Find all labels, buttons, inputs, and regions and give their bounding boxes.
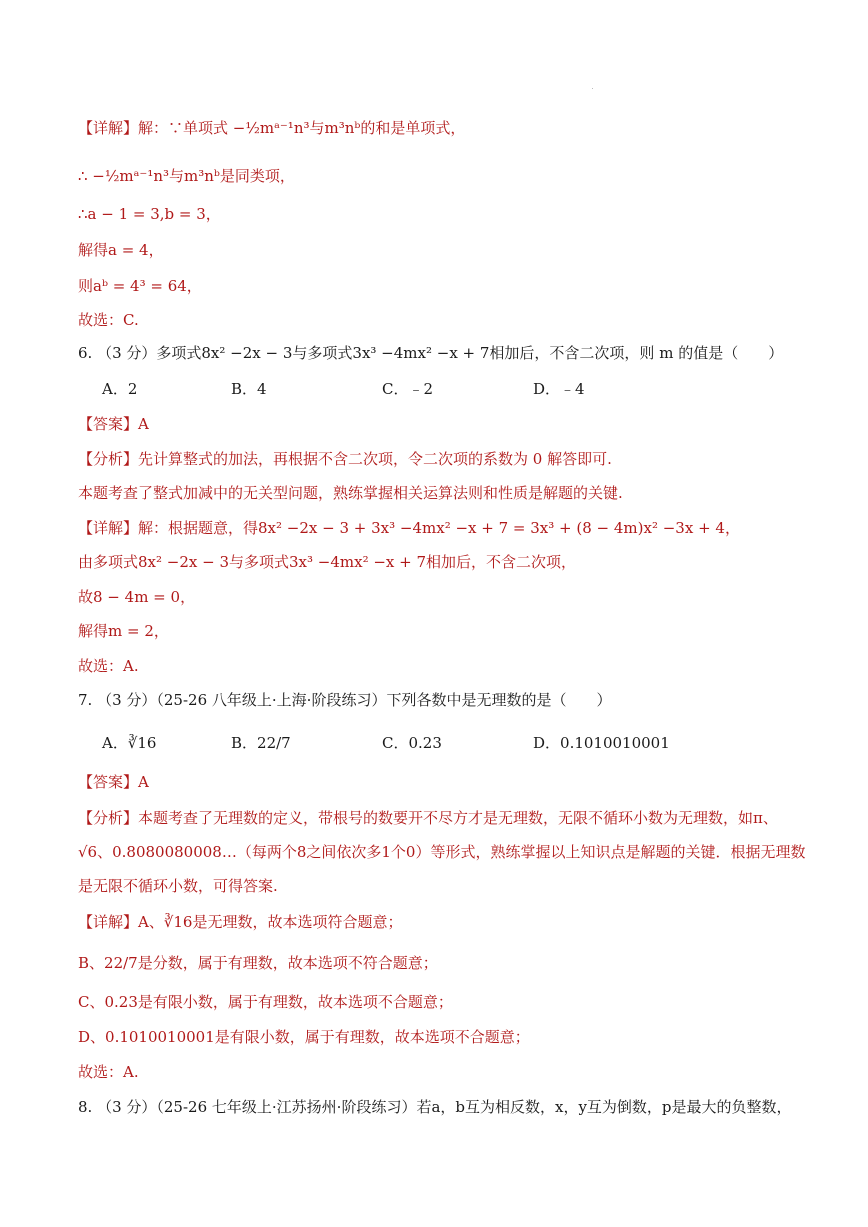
q7-option-c: C．0.23 xyxy=(382,734,442,752)
q7-option-a: A．∛16 xyxy=(102,734,157,752)
q6-detail-line: 由多项式8x² −2x − 3与多项式3x³ −4mx² −x + 7相加后，不含二次项， xyxy=(78,553,577,571)
q5-detail-line: 解得a = 4， xyxy=(78,241,164,259)
scan-dot xyxy=(592,88,593,89)
q7-option-b: B．22/7 xyxy=(231,734,291,752)
q7-detail-line: 故选：A. xyxy=(78,1063,139,1081)
q7-option-d: D．0.1010010001 xyxy=(533,734,670,752)
q8-stem: 8. （3 分）（25-26 七年级上·江苏扬州·阶段练习）若a，b互为相反数，x，y互为倒数，p是最大的负整数， xyxy=(78,1098,792,1116)
q7-detail-line: 【详解】A、∛16是无理数，故本选项符合题意； xyxy=(78,913,403,931)
q6-analysis-line: 【分析】先计算整式的加法，再根据不含二次项，令二次项的系数为 0 解答即可. xyxy=(78,450,612,468)
q7-detail-line: B、22/7是分数，属于有理数，故本选项不符合题意； xyxy=(78,954,438,972)
q6-answer: 【答案】A xyxy=(78,415,149,433)
q5-detail-line: 则aᵇ = 4³ = 64， xyxy=(78,277,202,295)
q6-detail-line: 故8 − 4m = 0， xyxy=(78,588,196,606)
q7-analysis-line: 【分析】本题考查了无理数的定义，带根号的数要开不尽方才是无理数，无限不循环小数为无理数，如π、 xyxy=(78,809,778,827)
q7-analysis-line: 是无限不循环小数，可得答案. xyxy=(78,877,278,895)
q7-answer: 【答案】A xyxy=(78,773,149,791)
q5-detail-line: 【详解】解：∵单项式 −½mᵃ⁻¹n³与m³nᵇ的和是单项式， xyxy=(78,119,466,137)
q7-stem: 7. （3 分）（25-26 八年级上·上海·阶段练习）下列各数中是无理数的是（ ） xyxy=(78,691,612,709)
q7-analysis-line: √6、0.8080080008…（每两个8之间依次多1个0）等形式，熟练掌握以上知识点是解题的关键．根据无理数 xyxy=(78,843,806,861)
q7-detail-line: C、0.23是有限小数，属于有理数，故本选项不合题意； xyxy=(78,993,453,1011)
q6-option-b: B．4 xyxy=(231,380,267,398)
q6-detail-line: 故选：A. xyxy=(78,657,139,675)
q5-detail-line: ∴ −½mᵃ⁻¹n³与m³nᵇ是同类项， xyxy=(78,167,295,185)
q5-detail-line: ∴a − 1 = 3,b = 3， xyxy=(78,205,221,223)
q6-option-a: A．2 xyxy=(102,380,138,398)
q6-analysis-line: 本题考查了整式加减中的无关型问题，熟练掌握相关运算法则和性质是解题的关键. xyxy=(78,484,623,502)
q7-detail-line: D、0.1010010001是有限小数，属于有理数，故本选项不合题意； xyxy=(78,1028,530,1046)
q5-detail-line: 故选：C. xyxy=(78,311,139,329)
q6-option-d: D．﹣4 xyxy=(533,380,585,398)
q6-detail-line: 解得m = 2， xyxy=(78,622,169,640)
q6-detail-line: 【详解】解：根据题意，得8x² −2x − 3 + 3x³ −4mx² −x + 7 = 3x³ + (8 − 4m)x² −3x + 4， xyxy=(78,519,740,537)
q6-option-c: C．﹣2 xyxy=(382,380,434,398)
q6-stem: 6. （3 分）多项式8x² −2x − 3与多项式3x³ −4mx² −x + 7相加后，不含二次项，则 m 的值是（ ） xyxy=(78,344,784,362)
